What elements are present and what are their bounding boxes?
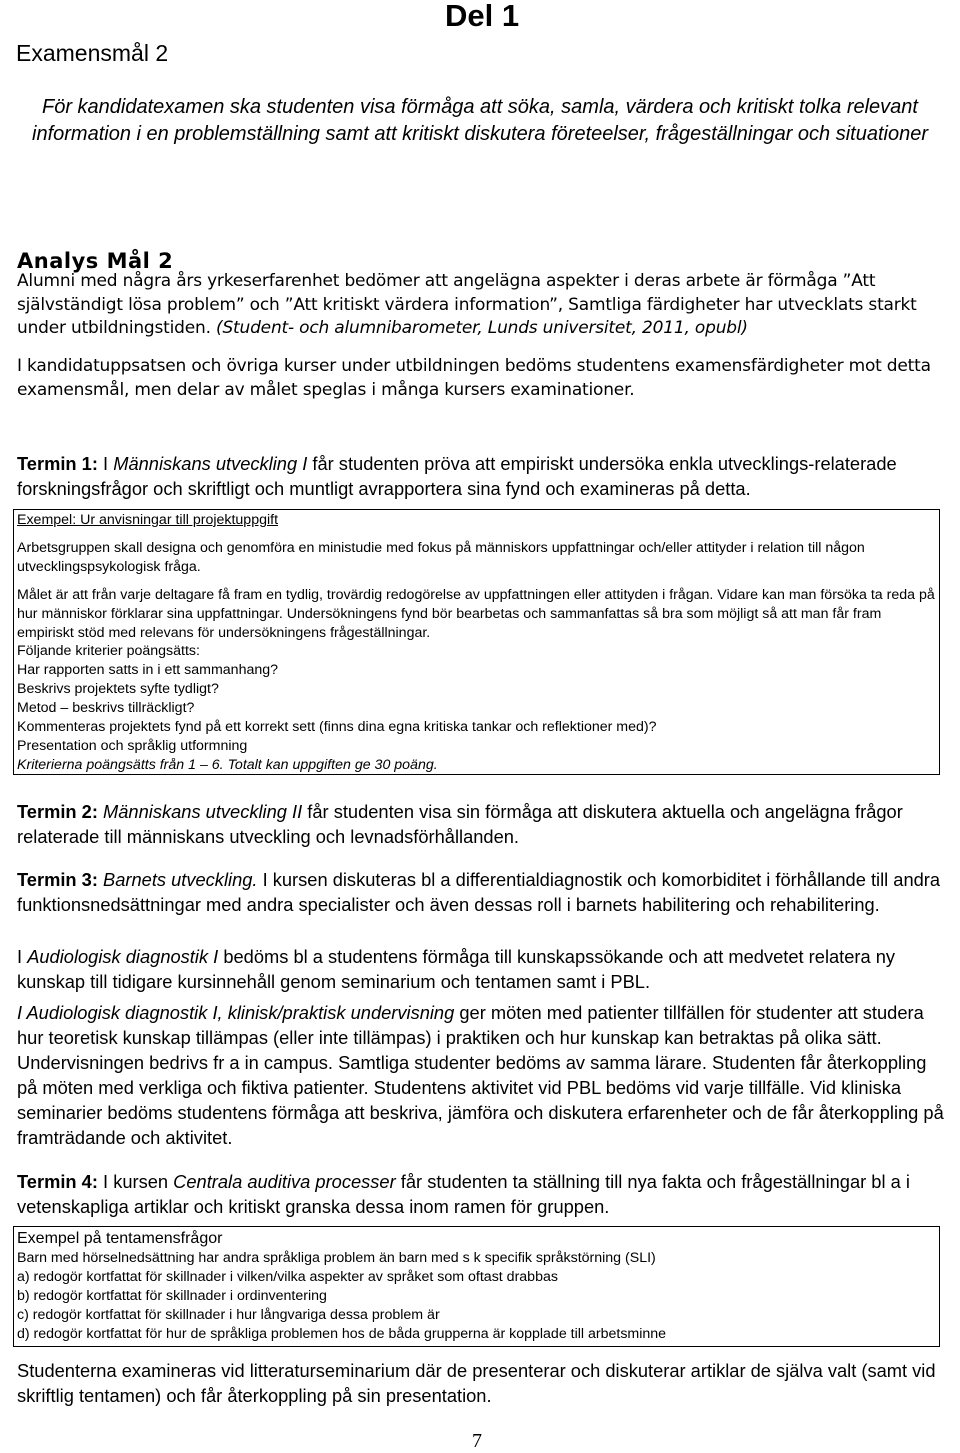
- exam-question-line: c) redogör kortfattat för skillnader i hur långvariga dessa problem är: [17, 1306, 440, 1323]
- termin3-paragraph: [17, 867, 947, 917]
- part-heading: Del 1: [445, 0, 520, 33]
- exam-questions-box: [13, 1226, 940, 1347]
- exam-goal-title: Examensmål 2: [16, 40, 169, 66]
- audiology-paragraph-1: [17, 944, 947, 994]
- audio2-text: ger möten med patienter tillfällen för studenter att studera hur teoretisk kunskap tillämpas (eller inte tillämpas) i praktiken och hur kunskap kan betraktas på olika sätt. Undervisningen bedrivs fr a in campus. Samtliga studenter bedöms av samma lärare. Studenten får återkoppling på möten med verkliga och fiktiva patienter. Studentens aktivitet vid PBL bedöms vid varje tillfälle. Vid kliniska seminarier bedöms studentens förmåga att beskriva, jämföra och diskutera erfarenheter och de får återkoppling på framträdande och aktivitet.: [17, 1002, 944, 1148]
- termin2-label: Termin 2:: [17, 801, 98, 822]
- audiology-paragraph-2: [17, 1000, 947, 1150]
- box2-heading: Exempel på tentamensfrågor: [17, 1230, 223, 1247]
- criteria-item: Presentation och språklig utformning: [17, 737, 248, 754]
- audio1-pre: I: [17, 946, 23, 967]
- termin3-text: I kursen diskuteras bl a differentialdiagnostik och komorbiditet i förhållande till andra funktionsnedsättningar med andra specialister och även dessas roll i barnets habilitering och rehabilitering.: [17, 869, 941, 915]
- exam-question-line: b) redogör kortfattat för skillnader i ordinventering: [17, 1287, 327, 1304]
- criteria-item: Har rapporten satts in i ett sammanhang?: [17, 662, 279, 679]
- termin1-pre: I: [103, 453, 109, 474]
- goal-statement: För kandidatexamen ska studenten visa förmåga att söka, samla, värdera och kritiskt tolka relevant information i en problemställning samt att kritiskt diskutera företeelser, frågeställningar och situationer: [32, 96, 928, 145]
- termin1-label: Termin 1:: [17, 453, 98, 474]
- termin1-text: får studenten pröva att empiriskt undersöka enkla utvecklings-relaterade forskningsfrågor och skriftligt och muntligt avrapportera sina fynd och examineras på detta.: [17, 453, 897, 499]
- exam-question-line: d) redogör kortfattat för hur de språkliga problemen hos de båda grupperna är kopplade till arbetsminne: [17, 1325, 667, 1342]
- termin1-course: Människans utveckling I: [113, 453, 308, 474]
- criteria-item: Beskrivs projektets syfte tydligt?: [17, 681, 219, 698]
- analysis-paragraph: [17, 270, 947, 341]
- box1-paragraph-1: Arbetsgruppen skall designa och genomföra en ministudie med fokus på människors uppfattningar och/eller attityder i relation till någon utvecklingspsykologisk fråga.: [17, 539, 865, 575]
- termin3-label: Termin 3:: [17, 869, 98, 890]
- termin4-text: får studenten ta ställning till nya fakta och frågeställningar bl a i vetenskapliga artiklar och kritiskt granska dessa inom ramen för gruppen.: [17, 1171, 910, 1217]
- analysis-heading: Analys Mål 2: [17, 249, 174, 273]
- box1-paragraph-2: Målet är att från varje deltagare få fram en tydlig, trovärdig redogörelse av uppfattningen eller attityden i frågan. Vidare kan man försöka ta reda på hur människor förklarar sina uppfattningar. Undersökningens fynd bör bearbetas och sammanfattas så bra som möjligt så att man får fram empiriskt stöd med relevans för undersökningens frågeställningar.: [17, 586, 935, 641]
- analysis-body: Alumni med några års yrkeserfarenhet bedömer att angelägna aspekter i deras arbete är förmåga ”Att självständigt lösa problem” och ”Att kritiskt värdera information”, Samtliga färdigheter har utvecklats starkt under utbildningstiden.: [17, 271, 917, 338]
- termin2-text: får studenten visa sin förmåga att diskutera aktuella och angelägna frågor relaterade till människans utveckling och levnadsförhållanden.: [17, 801, 903, 847]
- termin4-pre: I kursen: [103, 1171, 169, 1192]
- audio1-text: bedöms bl a studentens förmåga till kunskapssökande och att medvetet relatera ny kunskap till tidigare kursinnehåll genom seminarium och tentamen samt i PBL.: [17, 946, 896, 992]
- termin2-course: Människans utveckling II: [103, 801, 303, 822]
- audio2-course: I Audiologisk diagnostik I, klinisk/praktisk undervisning: [17, 1002, 455, 1023]
- box1-footer: Kriterierna poängsätts från 1 – 6. Totalt kan uppgiften ge 30 poäng.: [17, 756, 438, 773]
- kandidat-paragraph: I kandidatuppsatsen och övriga kurser under utbildningen bedöms studentens examensfärdigheter mot detta examensmål, men delar av målet speglas i många kursers examinationer.: [17, 356, 931, 400]
- termin4-label: Termin 4:: [17, 1171, 98, 1192]
- audio1-course: Audiologisk diagnostik I: [27, 946, 219, 967]
- project-example-box: [13, 509, 940, 775]
- criteria-item: Metod – beskrivs tillräckligt?: [17, 700, 195, 717]
- criteria-item: Kommenteras projektets fynd på ett korrekt sett (finns dina egna kritiska tankar och reflektioner med)?: [17, 719, 657, 736]
- termin4-paragraph: [17, 1169, 947, 1219]
- exam-question-line: Barn med hörselnedsättning har andra språkliga problem än barn med s k specifik språkstörning (SLI): [17, 1250, 656, 1266]
- termin4-course: Centrala auditiva processer: [173, 1171, 396, 1192]
- page-number: 7: [472, 1430, 482, 1452]
- termin1-paragraph: [17, 451, 947, 501]
- termin3-course: Barnets utveckling.: [103, 869, 258, 890]
- termin2-paragraph: [17, 799, 947, 849]
- final-paragraph: Studenterna examineras vid litteraturseminarium där de presenterar och diskuterar artiklar de själva valt (samt vid skriftlig tentamen) och får återkoppling på sin presentation.: [17, 1360, 936, 1406]
- exam-question-line: a) redogör kortfattat för skillnader i vilken/vilka aspekter av språket som oftast drabbas: [17, 1268, 558, 1285]
- criteria-item: Följande kriterier poängsätts:: [17, 643, 200, 660]
- box1-heading: Exempel: Ur anvisningar till projektuppgift: [17, 512, 279, 528]
- analysis-source: (Student- och alumnibarometer, Lunds universitet, 2011, opubl): [216, 318, 748, 338]
